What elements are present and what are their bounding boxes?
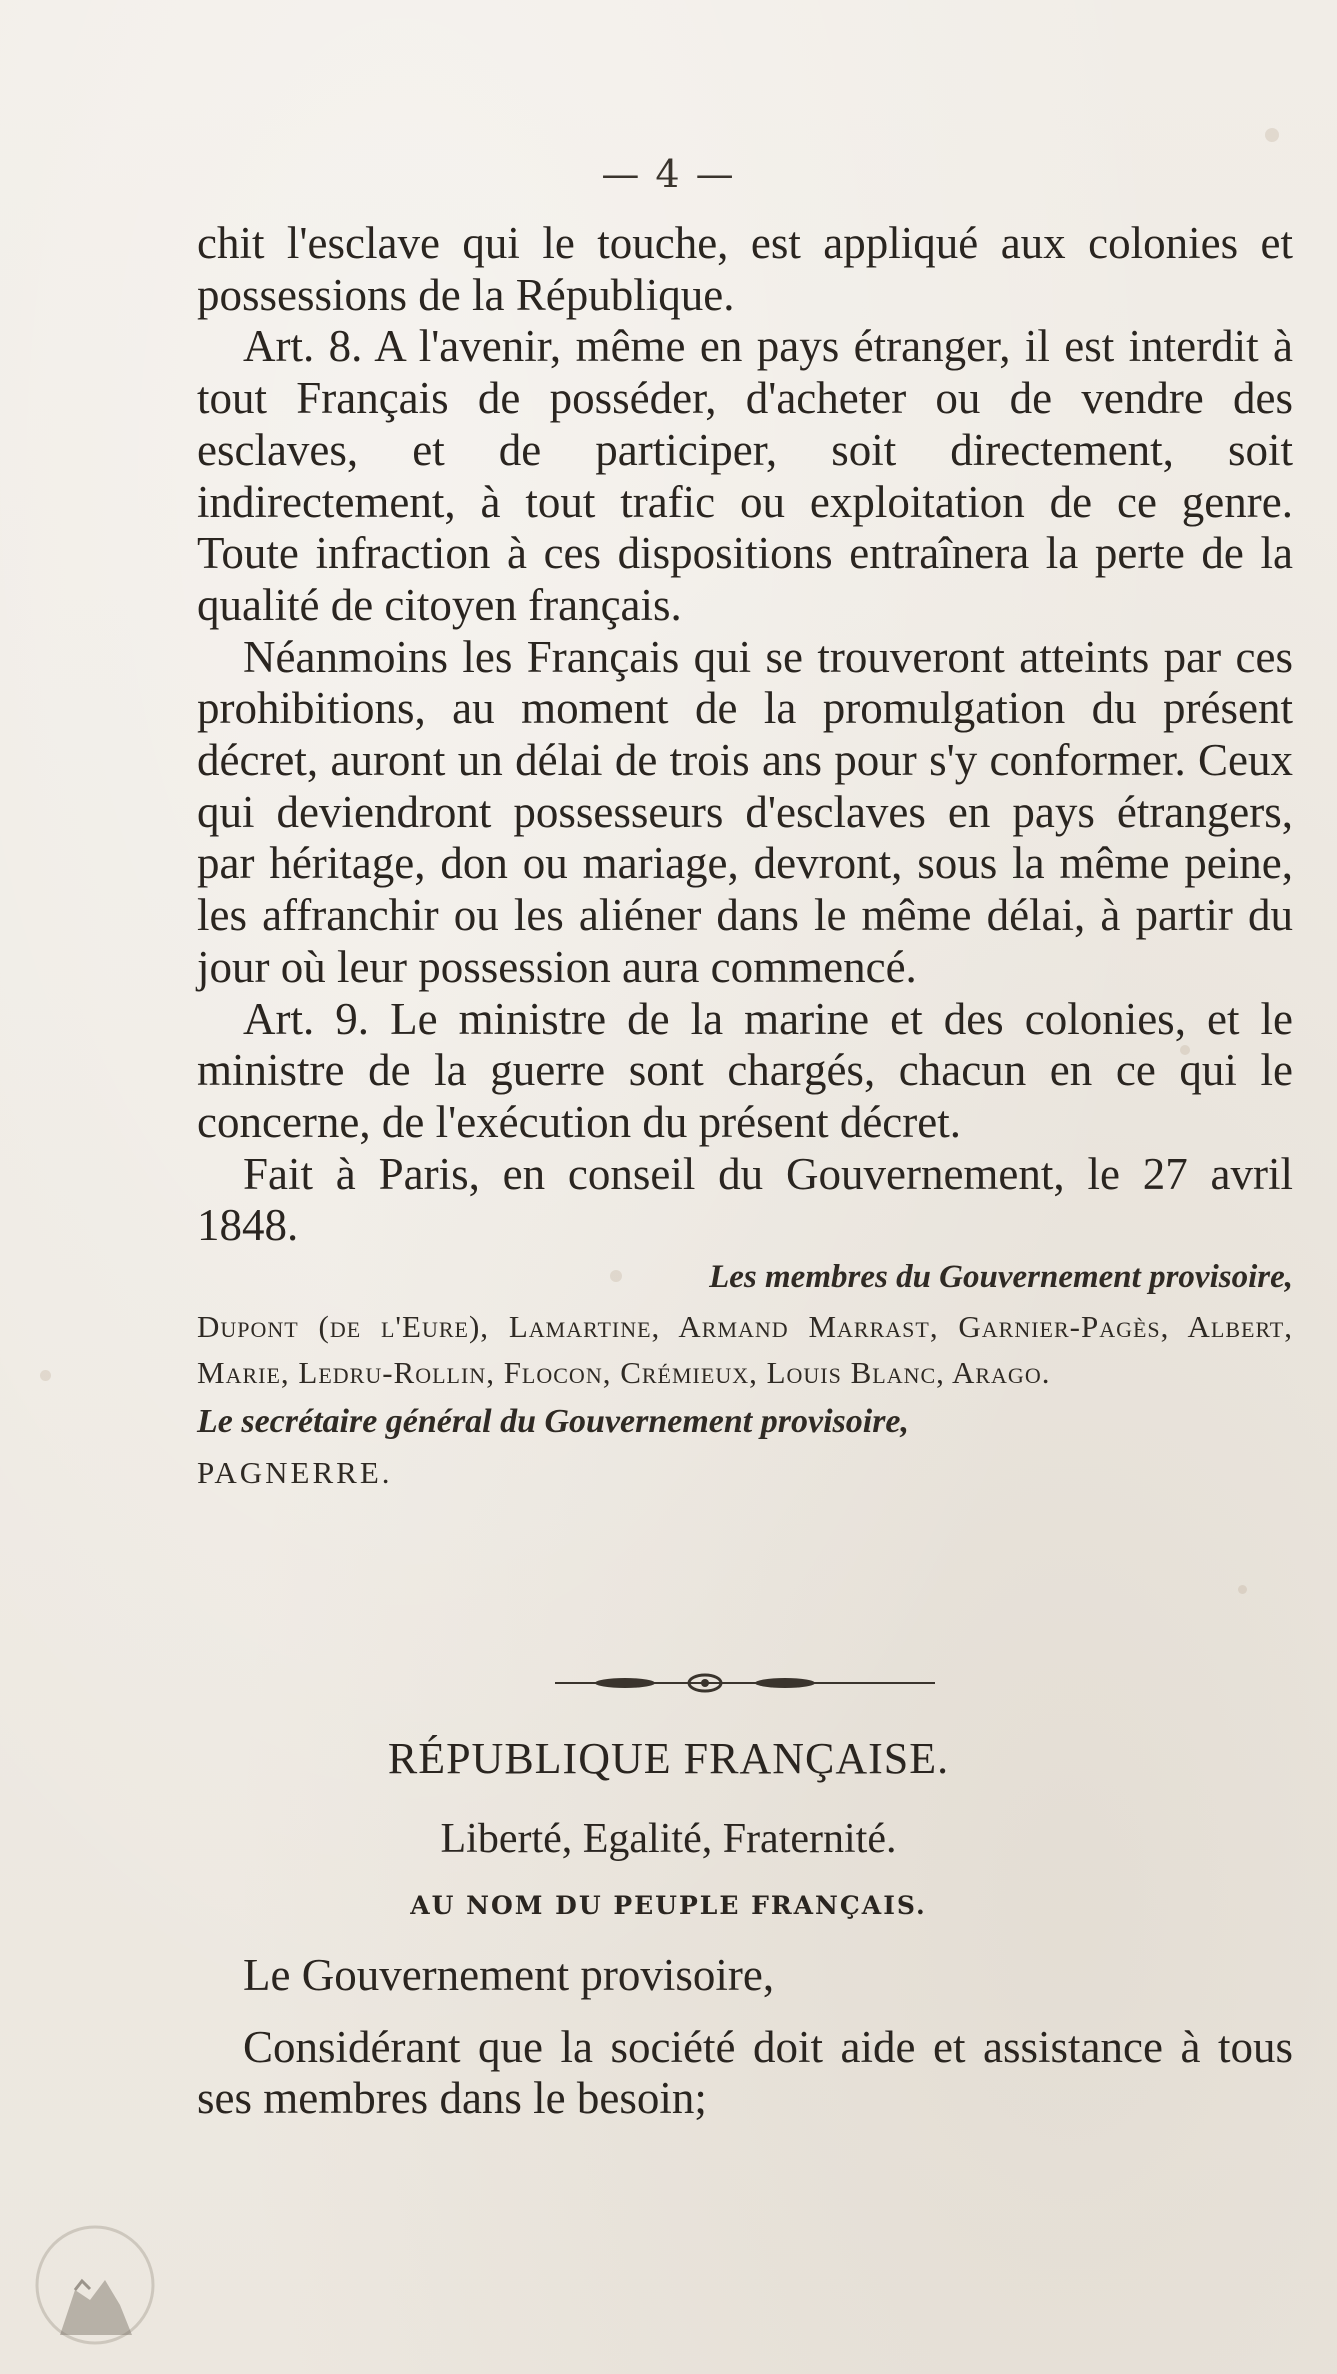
signatories-names: Dupont (de l'Eure), Lamartine, Armand Marrast, Garnier-Pagès, Albert, Marie, Ledru-Rollin, Flocon, Crémieux, Louis Blanc, Arago. bbox=[197, 1308, 1293, 1390]
page-number: — 4 — bbox=[601, 152, 736, 196]
government-line: Le Gouvernement provisoire, bbox=[243, 1950, 775, 2000]
signatories-intro: Les membres du Gouvernement provisoire, bbox=[709, 1259, 1293, 1296]
paragraph-article-8: Art. 8. A l'avenir, même en pays étranger, il est interdit à tout Français de posséder, d'acheter ou de vendre des esclaves, et de participer, soit directement, soit indirectement, à tout trafic ou exploitation de ce genre. Toute infraction à ces dispositions entraînera la perte de la qualité de citoyen français. bbox=[197, 321, 1293, 630]
paragraph-fait-a-paris: Fait à Paris, en conseil du Gouvernement, le 27 avril 1848. bbox=[197, 1148, 1293, 1251]
republic-motto: Liberté, Egalité, Fraternité. bbox=[440, 1816, 897, 1862]
secretary-name: PAGNERRE. bbox=[197, 1455, 393, 1491]
paragraph-article-9: Art. 9. Le ministre de la marine et des colonies, et le ministre de la guerre sont chargés, chacun en ce qui le concerne, de l'exécution du présent décret. bbox=[197, 993, 1293, 1147]
foxing-spot bbox=[40, 1370, 51, 1381]
foxing-spot bbox=[1238, 1585, 1247, 1594]
section-divider-ornament bbox=[555, 1671, 935, 1695]
paragraph-neanmoins: Néanmoins les Français qui se trouveront atteints par ces prohibitions, au moment de la promulgation du présent décret, auront un délai de trois ans pour s'y conformer. Ceux qui deviendront possesseurs d'esclaves en pays étrangers, par héritage, don ou mariage, devront, sous la même peine, les affranchir ou les aliéner dans le même délai, à partir du jour où leur possession aura commencé. bbox=[197, 631, 1293, 992]
considerant-paragraph: Considérant que la société doit aide et assistance à tous ses membres dans le besoin; bbox=[197, 2021, 1293, 2124]
republic-heading: RÉPUBLIQUE FRANÇAISE. bbox=[387, 1734, 950, 1783]
foxing-spot bbox=[1265, 128, 1279, 142]
paragraph-continuation: chit l'esclave qui le touche, est appliqué aux colonies et possessions de la République. bbox=[197, 218, 1293, 320]
new-decree-preamble bbox=[197, 1950, 1293, 2125]
au-nom-heading: AU NOM DU PEUPLE FRANÇAIS. bbox=[410, 1891, 927, 1920]
decree-body bbox=[197, 218, 1293, 1499]
secretary-title: Le secrétaire général du Gouvernement provisoire, bbox=[197, 1402, 910, 1440]
library-stamp-icon bbox=[20, 2215, 170, 2350]
